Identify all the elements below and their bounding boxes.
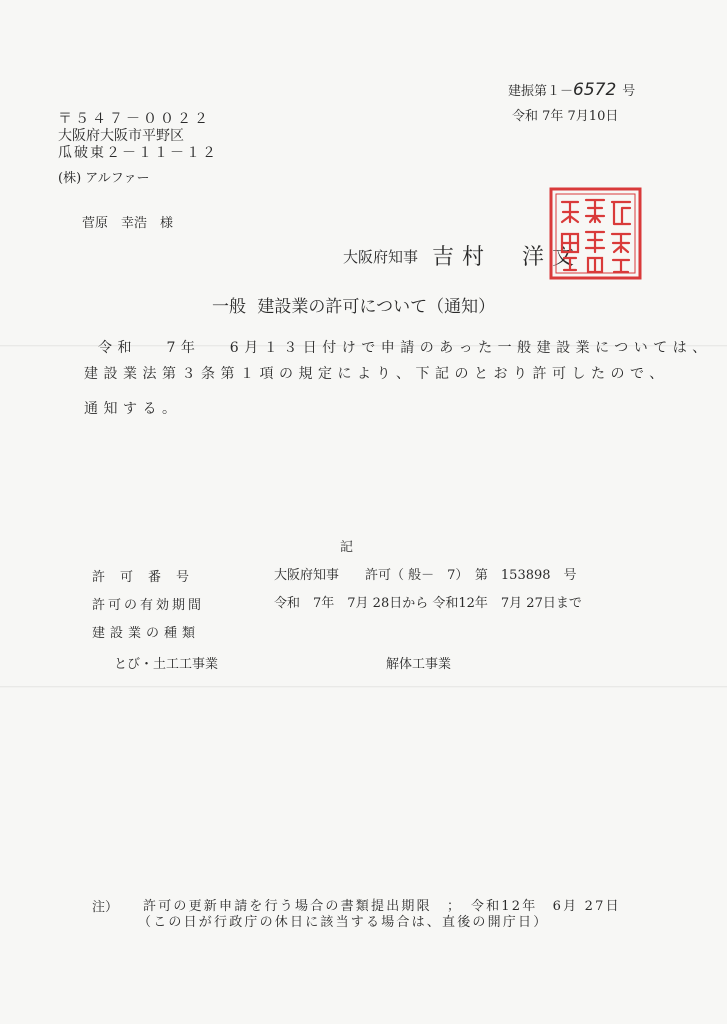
body-line-2: 建設業法第３条第１項の規定により、下記のとおり許可したので、 [84, 366, 669, 382]
subject-prefix: 一般 [212, 297, 246, 317]
label-validity-period: 許可の有効期間 [92, 598, 205, 613]
issuer-name: 吉村 洋文 [432, 245, 583, 270]
trade-item: 解体工事業 [386, 657, 452, 672]
address-line-2: 瓜破東２－１１－１２ [58, 145, 218, 161]
document-number [508, 80, 635, 100]
label-license-number: 許 可 番 号 [92, 570, 191, 585]
note-line-2: （この日が行政庁の休日に該当する場合は、直後の開庁日） [138, 915, 549, 930]
body-line-1: 令和 7年 6月１３日付けで申請のあった一般建設業については、 [98, 340, 712, 356]
address-line-1: 大阪府大阪市平野区 [58, 128, 184, 144]
recipient-name: 菅原 幸浩 様 [82, 216, 174, 231]
subject-line [212, 292, 495, 317]
record-heading: 記 [340, 540, 354, 555]
body-line-3: 通知する。 [84, 401, 182, 417]
value-license-number: 大阪府知事 許可（ 般－ 7） 第 153898 号 [274, 568, 577, 583]
trade-item: とび・土工工事業 [114, 657, 219, 672]
note-marker: 注） [92, 900, 119, 915]
company-name: (株) アルファー [58, 171, 150, 186]
doc-number-handwritten: 6572 [573, 80, 617, 100]
doc-number-prefix: 建振第１－ [508, 84, 574, 99]
official-seal [548, 186, 643, 281]
issuer-title: 大阪府知事 [343, 248, 419, 266]
postal-code: 〒５４７－００２２ [58, 111, 211, 127]
value-validity-period: 令和 7年 7月 28日から 令和12年 7月 27日まで [274, 596, 582, 611]
issue-date: 令和 7年 7月10日 [512, 109, 619, 124]
note-line-1: 許可の更新申請を行う場合の書類提出期限 ； 令和12年 6月 27日 [143, 899, 621, 914]
fold-line [0, 686, 727, 688]
subject-title: 建設業の許可について（通知） [257, 297, 496, 317]
label-business-type: 建設業の種類 [92, 626, 201, 641]
doc-number-suffix: 号 [622, 84, 636, 99]
